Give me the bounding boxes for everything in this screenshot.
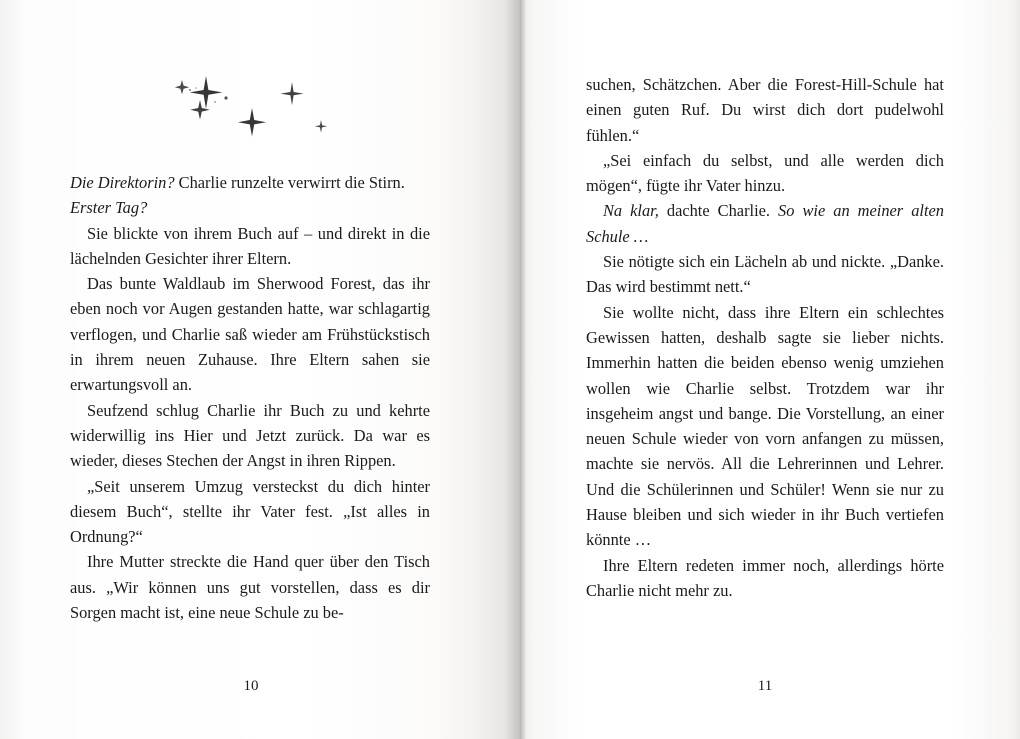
- text-run: Sie blickte von ihrem Buch auf – und direkt in die lächelnden Gesichter ihrer Eltern.: [70, 223, 430, 268]
- italic-text-run: Erster Tag?: [70, 198, 148, 218]
- text-run: dachte Charlie.: [658, 201, 779, 221]
- paragraph: [70, 474, 430, 550]
- paragraph: [70, 549, 430, 625]
- italic-text-run: So wie an meiner alten Schule …: [586, 201, 944, 246]
- page-number-left: 10: [243, 678, 259, 694]
- paragraph: [586, 249, 944, 300]
- paragraph: [70, 271, 430, 397]
- paragraph: [586, 198, 944, 249]
- text-run: Ihre Mutter streckte die Hand quer über den Tisch aus. „Wir können uns gut vorstellen, dass es dir Sorgen macht ist, eine neue Schule zu be-: [70, 552, 430, 623]
- paragraph: [586, 300, 944, 553]
- paragraph: [70, 195, 430, 220]
- italic-text-run: Die Direktorin?: [70, 173, 175, 192]
- page-number-right: 11: [757, 678, 773, 694]
- paragraph: [70, 221, 430, 272]
- text-run: „Seit unserem Umzug versteckst du dich hinter diesem Buch“, stellte ihr Vater fest. „Ist alles in Ordnung?“: [70, 476, 430, 547]
- paragraph: [586, 72, 944, 148]
- paragraph: [586, 553, 944, 604]
- paragraph: [586, 148, 944, 199]
- italic-text-run: Na klar,: [603, 201, 659, 221]
- right-page-text-column: [586, 72, 944, 603]
- text-run: Ihre Eltern redeten immer noch, allerdings hörte Charlie nicht mehr zu.: [586, 555, 944, 600]
- text-run: Sie nötigte sich ein Lächeln ab und nickte. „Danke. Das wird bestimmt nett.“: [586, 252, 944, 297]
- text-run: Sie wollte nicht, dass ihre Eltern ein schlechtes Gewissen hatten, deshalb sagte sie lieber nichts. Immerhin hatten die beiden ebenso wenig umziehen wollen wie Charlie selbst. Trotzdem war ihr insgeheim angst und bange. Die Vorstellung, an einer neuen Schule wieder von vorn anfangen zu müssen, machte sie nervös. All die Lehrerinnen und Lehrer. Und die Schülerinnen und Schüler! Wenn sie nur zu Hause bleiben und sich wieder in ihr Buch vertiefen könnte …: [586, 302, 944, 550]
- text-run: Das bunte Waldlaub im Sherwood Forest, das ihr eben noch vor Augen gestanden hatte, war schlagartig verflogen, und Charlie saß wieder am Frühstückstisch in ihrem neuen Zuhause. Ihre Eltern sahen sie erwartungsvoll an.: [70, 274, 430, 395]
- sparkles-ornament-icon: [160, 68, 360, 158]
- text-run: Charlie runzelte verwirrt die Stirn.: [174, 173, 405, 192]
- text-run: „Sei einfach du selbst, und alle werden dich mögen“, fügte ihr Vater hinzu.: [586, 150, 944, 196]
- paragraph: [70, 170, 430, 195]
- text-run: Seufzend schlug Charlie ihr Buch zu und kehrte widerwillig ins Hier und Jetzt zurück. Da war es wieder, dieses Stechen der Angst in ihren Rippen.: [70, 400, 430, 471]
- left-page-text-column: [70, 170, 430, 625]
- text-run: suchen, Schätzchen. Aber die Forest-Hill-Schule hat einen guten Ruf. Du wirst dich dort pudelwohl fühlen.“: [586, 75, 944, 145]
- paragraph: [70, 398, 430, 474]
